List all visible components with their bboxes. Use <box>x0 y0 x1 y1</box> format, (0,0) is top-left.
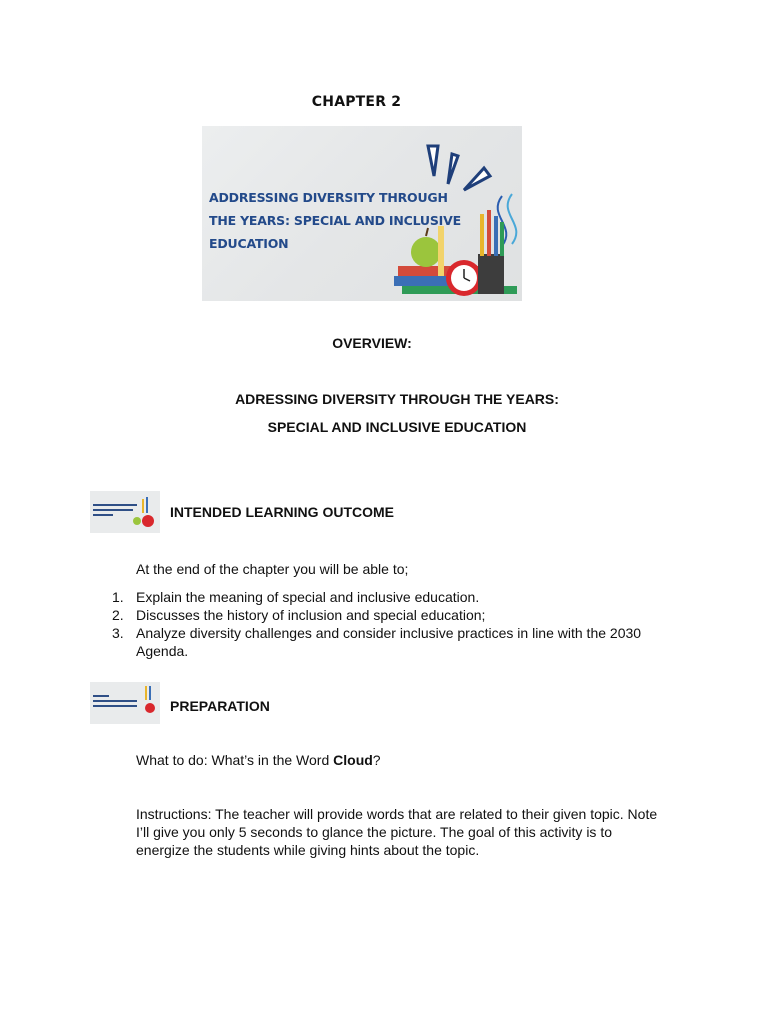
list-item <box>112 588 672 606</box>
ilo-heading: INTENDED LEARNING OUTCOME <box>170 504 394 520</box>
overview-subtitle-line-1: ADRESSING DIVERSITY THROUGH THE YEARS: <box>235 391 559 407</box>
list-item <box>112 606 672 624</box>
instructions-paragraph: Instructions: The teacher will provide words that are related to their given topic. Note I’ll give you only 5 seconds to glance the picture. The goal of this activity is to energize the students while giving hints about the topic. <box>136 806 658 858</box>
list-item-number: 3. <box>112 625 124 641</box>
banner-title-line-3: EDUCATION <box>209 236 289 251</box>
list-item-number: 1. <box>112 589 124 605</box>
banner-title-line-2: THE YEARS: SPECIAL AND INCLUSIVE <box>209 213 461 228</box>
what-to-do-bold-word: Cloud <box>333 752 373 768</box>
what-to-do-suffix: ? <box>372 752 381 768</box>
list-item-number: 2. <box>112 607 124 623</box>
banner-title-line-1: ADDRESSING DIVERSITY THROUGH <box>209 190 448 205</box>
preparation-heading: PREPARATION <box>170 698 270 714</box>
list-item-text: Analyze diversity challenges and consider inclusive practices in line with the 2030 Agenda. <box>136 625 642 659</box>
list-item-text: Discusses the history of inclusion and special education; <box>136 607 486 623</box>
overview-subtitle-line-2: SPECIAL AND INCLUSIVE EDUCATION <box>267 419 527 435</box>
what-to-do-text <box>136 751 381 769</box>
ilo-outcomes-list <box>112 588 672 660</box>
ilo-thumbnail-image <box>90 491 160 533</box>
chapter-title: CHAPTER 2 <box>311 94 402 110</box>
banner-title <box>209 186 464 255</box>
list-item <box>112 624 672 660</box>
what-to-do-prefix: What to do: What’s in the Word <box>136 752 334 768</box>
list-item-text: Explain the meaning of special and inclusive education. <box>136 589 480 605</box>
overview-heading: OVERVIEW: <box>332 335 412 351</box>
chapter-banner-image <box>202 126 522 301</box>
preparation-thumbnail-image <box>90 682 160 724</box>
ilo-intro-text: At the end of the chapter you will be able to; <box>136 561 409 577</box>
